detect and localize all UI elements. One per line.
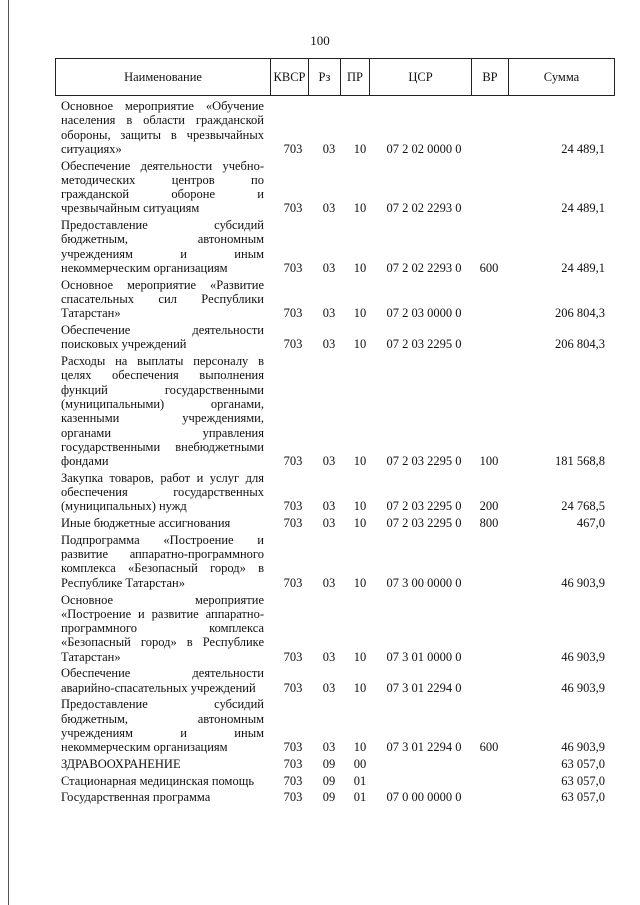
row-rz: 09 xyxy=(322,757,336,771)
row-rz: 03 xyxy=(322,201,336,216)
row-name-line: Основное мероприятие xyxy=(61,592,264,607)
row-name xyxy=(61,354,264,468)
row-kvsr: 703 xyxy=(283,773,303,788)
row-pr: 10 xyxy=(353,141,367,156)
header-csr: ЦСР xyxy=(370,59,472,95)
row-name-line: Предоставление субсидий xyxy=(61,697,264,712)
row-name-line: ситуациях» xyxy=(61,141,122,156)
row-rz: 03 xyxy=(322,141,336,156)
table-row xyxy=(61,354,615,468)
row-rz: 03 xyxy=(322,499,336,514)
row-sum: 63 057,0 xyxy=(561,757,605,771)
row-name-line: органами управления xyxy=(61,425,264,440)
row-csr: 07 2 02 2293 0 xyxy=(386,261,462,276)
table-row xyxy=(61,697,615,754)
row-csr: 07 2 03 2295 0 xyxy=(386,499,462,514)
row-vr: 600 xyxy=(479,261,499,276)
row-name xyxy=(61,218,264,275)
row-pr: 01 xyxy=(353,773,367,788)
row-name-line: Обеспечение деятельности xyxy=(61,323,264,338)
row-name xyxy=(61,278,264,321)
row-name xyxy=(61,323,264,352)
row-name-line: Республике Татарстан» xyxy=(61,575,185,590)
header-sum: Сумма xyxy=(543,69,580,84)
row-name-line: развитие аппаратно-программного xyxy=(61,547,264,562)
table-row xyxy=(61,278,615,321)
row-name-line: Иные бюджетные ассигнования xyxy=(61,516,231,531)
row-kvsr: 703 xyxy=(283,454,303,469)
row-name-line: Основное мероприятие «Развитие xyxy=(61,277,264,292)
row-name-line: «Безопасный город» в Республике xyxy=(61,635,264,650)
row-rz: 09 xyxy=(322,773,336,788)
row-kvsr: 703 xyxy=(283,649,303,664)
row-rz: 03 xyxy=(322,680,336,695)
row-rz: 09 xyxy=(322,790,336,805)
row-sum: 46 903,9 xyxy=(561,649,605,664)
row-csr: 07 0 00 0000 0 xyxy=(386,790,462,805)
row-name xyxy=(61,790,264,804)
row-kvsr: 703 xyxy=(283,499,303,514)
table-row xyxy=(61,218,615,275)
row-pr: 10 xyxy=(353,575,367,590)
row-name-line: Расходы на выплаты персоналу в xyxy=(61,354,264,369)
row-name-line: Обеспечение деятельности учебно- xyxy=(61,158,264,173)
row-name-line: гражданской обороне и xyxy=(61,187,264,202)
row-csr: 07 2 03 2295 0 xyxy=(386,516,462,531)
row-csr: 07 3 01 0000 0 xyxy=(386,649,462,664)
row-name-line: учреждениям и иным xyxy=(61,246,264,261)
row-name-line: Подпрограмма «Построение и xyxy=(61,532,264,547)
row-rz: 03 xyxy=(322,337,336,352)
row-name xyxy=(61,516,264,530)
row-name-line: бюджетным, автономным xyxy=(61,711,264,726)
row-name xyxy=(61,757,264,771)
row-name xyxy=(61,159,264,216)
row-name xyxy=(61,471,264,514)
row-name-line: Закупка товаров, работ и услуг для xyxy=(61,470,264,485)
row-kvsr: 703 xyxy=(283,740,303,755)
row-rz: 03 xyxy=(322,306,336,321)
row-vr: 200 xyxy=(479,499,499,514)
row-name xyxy=(61,666,264,695)
row-sum: 24 768,5 xyxy=(561,499,605,514)
row-sum: 46 903,9 xyxy=(561,575,605,590)
row-name-line: некоммерческим организациям xyxy=(61,261,228,276)
table-row xyxy=(61,666,615,695)
row-pr: 10 xyxy=(353,649,367,664)
row-name-line: Основное мероприятие «Обучение xyxy=(61,99,264,113)
row-name-line: «Построение и развитие аппаратно- xyxy=(61,606,264,621)
row-name-line: ЗДРАВООХРАНЕНИЕ xyxy=(61,757,181,771)
row-name-line: чрезвычайным ситуациям xyxy=(61,201,200,216)
row-sum: 46 903,9 xyxy=(561,680,605,695)
header-vr: ВР xyxy=(472,59,509,95)
row-rz: 03 xyxy=(322,454,336,469)
row-sum: 181 568,8 xyxy=(555,454,605,469)
row-csr: 07 2 02 2293 0 xyxy=(386,201,462,216)
row-name-line: функций государственными xyxy=(61,382,264,397)
row-name-line: бюджетным, автономным xyxy=(61,232,264,247)
scan-margin-line xyxy=(8,0,9,905)
row-csr: 07 2 03 2295 0 xyxy=(386,454,462,469)
row-name-line: комплекса «Безопасный город» в xyxy=(61,561,264,576)
row-name-line: обеспечения государственных xyxy=(61,485,264,500)
row-pr: 10 xyxy=(353,201,367,216)
row-name-line: Татарстан» xyxy=(61,649,121,664)
row-rz: 03 xyxy=(322,575,336,590)
row-pr: 10 xyxy=(353,454,367,469)
row-name xyxy=(61,593,264,664)
row-rz: 03 xyxy=(322,516,336,531)
row-kvsr: 703 xyxy=(283,680,303,695)
row-name-line: (муниципальных) нужд xyxy=(61,499,187,514)
table-row xyxy=(61,471,615,514)
row-name-line: государственными внебюджетными xyxy=(61,439,264,454)
row-name-line: (муниципальными) органами, xyxy=(61,396,264,411)
table-row xyxy=(61,790,615,804)
row-name-line: Предоставление субсидий xyxy=(61,218,264,233)
row-pr: 10 xyxy=(353,680,367,695)
row-pr: 00 xyxy=(353,757,367,771)
row-pr: 10 xyxy=(353,516,367,531)
row-name-line: Обеспечение деятельности xyxy=(61,666,264,681)
row-vr: 800 xyxy=(479,516,499,531)
row-pr: 10 xyxy=(353,499,367,514)
row-name-line: программного комплекса xyxy=(61,621,264,636)
row-sum: 63 057,0 xyxy=(561,790,605,805)
row-name-line: населения в области гражданской xyxy=(61,113,264,128)
row-kvsr: 703 xyxy=(283,516,303,531)
row-name-line: спасательных сил Республики xyxy=(61,292,264,307)
row-name-line: Стационарная медицинская помощь xyxy=(61,773,255,788)
row-kvsr: 703 xyxy=(283,790,303,805)
row-kvsr: 703 xyxy=(283,306,303,321)
table-row xyxy=(61,533,615,590)
row-pr: 10 xyxy=(353,306,367,321)
table-row xyxy=(61,774,615,788)
row-name xyxy=(61,99,264,156)
row-name-line: Татарстан» xyxy=(61,306,121,321)
row-pr: 10 xyxy=(353,337,367,352)
row-name-line: фондами xyxy=(61,454,109,469)
row-pr: 10 xyxy=(353,261,367,276)
row-rz: 03 xyxy=(322,740,336,755)
table-row xyxy=(61,99,615,156)
row-name-line: учреждениям и иным xyxy=(61,725,264,740)
row-sum: 467,0 xyxy=(576,516,605,531)
row-sum: 46 903,9 xyxy=(561,740,605,755)
header-pr: ПР xyxy=(341,59,370,95)
row-vr: 600 xyxy=(479,740,499,755)
row-name-line: обороны, защиты в чрезвычайных xyxy=(61,127,264,142)
row-name-line: поисковых учреждений xyxy=(61,337,187,352)
row-name xyxy=(61,774,264,788)
header-kvsr: КВСР xyxy=(271,59,309,95)
row-csr: 07 3 01 2294 0 xyxy=(386,680,462,695)
row-sum: 24 489,1 xyxy=(561,261,605,276)
row-name-line: некоммерческим организациям xyxy=(61,740,228,755)
row-sum: 24 489,1 xyxy=(561,201,605,216)
row-name-line: целях обеспечения выполнения xyxy=(61,368,264,383)
row-kvsr: 703 xyxy=(283,201,303,216)
row-name-line: методических центров по xyxy=(61,172,264,187)
row-kvsr: 703 xyxy=(283,141,303,156)
row-rz: 03 xyxy=(322,649,336,664)
row-name xyxy=(61,697,264,754)
row-pr: 10 xyxy=(353,740,367,755)
row-pr: 01 xyxy=(353,790,367,805)
table-row xyxy=(61,516,615,530)
table-header xyxy=(55,58,615,96)
table-row xyxy=(61,159,615,216)
header-rz: Рз xyxy=(309,59,341,95)
row-sum: 63 057,0 xyxy=(561,773,605,788)
table-row xyxy=(61,757,615,771)
row-sum: 206 804,3 xyxy=(555,337,605,352)
row-name-line: казенными учреждениями, xyxy=(61,411,264,426)
row-csr: 07 3 01 2294 0 xyxy=(386,740,462,755)
row-kvsr: 703 xyxy=(283,337,303,352)
row-sum: 24 489,1 xyxy=(561,141,605,156)
header-name: Наименование xyxy=(56,59,271,95)
row-kvsr: 703 xyxy=(283,757,303,771)
row-kvsr: 703 xyxy=(283,261,303,276)
row-name xyxy=(61,533,264,590)
table-row xyxy=(61,593,615,665)
row-csr: 07 3 00 0000 0 xyxy=(386,575,462,590)
row-sum: 206 804,3 xyxy=(555,306,605,321)
table-row xyxy=(61,323,615,352)
row-name-line: аварийно-спасательных учреждений xyxy=(61,680,256,695)
row-rz: 03 xyxy=(322,261,336,276)
row-name-line: Государственная программа xyxy=(61,790,211,805)
row-csr: 07 2 03 0000 0 xyxy=(386,306,462,321)
page-number: 100 xyxy=(310,33,330,48)
row-vr: 100 xyxy=(479,454,499,469)
row-kvsr: 703 xyxy=(283,575,303,590)
row-csr: 07 2 02 0000 0 xyxy=(386,141,462,156)
row-csr: 07 2 03 2295 0 xyxy=(386,337,462,352)
